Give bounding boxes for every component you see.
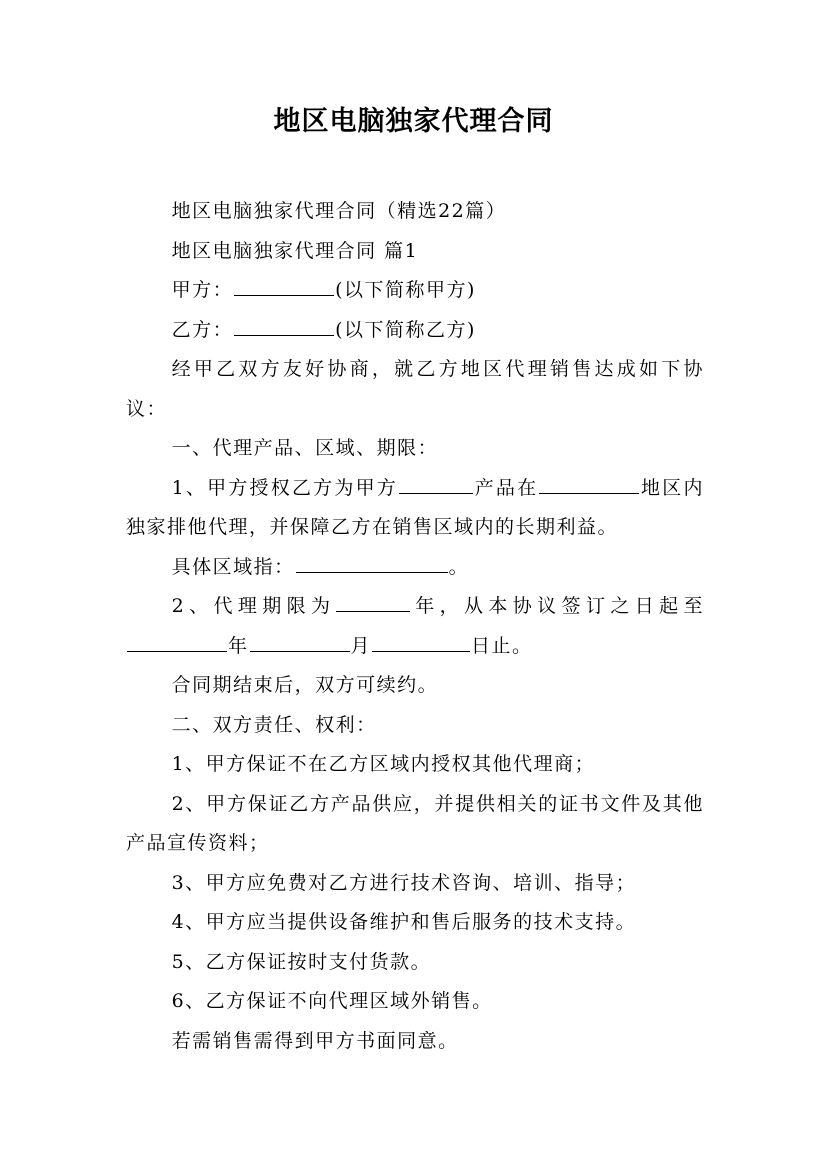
text-clause-2-2: 2、甲方保证乙方产品供应，并提供相关的证书文件及其他产品宣传资料； (126, 792, 704, 854)
paragraph-clause-1 (126, 429, 704, 469)
text-clause-1-1c: 地区内独家排他代理，并保障乙方在销售区域内的长期利益。 (126, 476, 704, 538)
paragraph-section-heading (126, 232, 704, 272)
paragraph-party-a (126, 271, 704, 311)
paragraph-clause-2-5 (126, 943, 704, 983)
paragraph-clause-1-2 (126, 587, 704, 666)
text-year: 年 (228, 634, 249, 657)
text-clause-2-3: 3、甲方应免费对乙方进行技术咨询、培训、指导； (171, 871, 637, 894)
text-clause-2-1: 1、甲方保证不在乙方区域内授权其他代理商； (171, 753, 596, 775)
text-preamble: 经甲乙双方友好协商，就乙方地区代理销售达成如下协议： (126, 358, 704, 420)
text-clause-1: 一、代理产品、区域、期限： (171, 437, 439, 459)
text-clause-2-5: 5、乙方保证按时支付货款。 (171, 950, 432, 973)
party-b-blank (234, 315, 334, 336)
party-a-blank (234, 275, 334, 296)
text-month: 月 (350, 634, 372, 657)
paragraph-clause-2-1 (126, 745, 704, 785)
text-term-mid: 年，从本协议签订之日起至 (411, 595, 704, 617)
party-a-label: 甲方： (171, 279, 234, 301)
text-renewal: 合同期结束后，双方可续约。 (171, 674, 439, 696)
paragraph-clause-2-2 (126, 785, 704, 864)
text-region-label: 具体区域指： (171, 555, 295, 578)
text-subtitle: 地区电脑独家代理合同（精选22篇） (171, 200, 507, 222)
document-title: 地区电脑独家代理合同 (273, 106, 554, 137)
paragraph-clause-2 (126, 706, 704, 746)
paragraph-region (126, 548, 704, 588)
text-clause-1-1b: 产品在 (474, 476, 539, 499)
paragraph-clause-1-1 (126, 469, 704, 548)
paragraph-preamble (126, 350, 704, 429)
term-years-blank (336, 591, 410, 612)
paragraph-clause-2-3 (126, 864, 704, 904)
text-clause-1-1a: 1、甲方授权乙方为甲方 (171, 476, 398, 499)
text-day-end: 日止。 (471, 634, 533, 657)
end-day-blank (372, 631, 470, 652)
paragraph-clause-2-6 (126, 982, 704, 1022)
party-b-label: 乙方： (171, 318, 234, 341)
text-clause-2-6-note: 若需销售需得到甲方书面同意。 (171, 1029, 459, 1052)
end-month-blank (250, 631, 350, 652)
paragraph-renewal (126, 666, 704, 706)
text-clause-2-4: 4、甲方应当提供设备维护和售后服务的技术支持。 (171, 911, 637, 933)
paragraph-clause-2-6-note (126, 1022, 704, 1062)
party-a-note: (以下简称甲方) (335, 279, 476, 301)
product-blank (399, 473, 473, 494)
text-clause-2-6: 6、乙方保证不向代理区域外销售。 (171, 990, 493, 1012)
paragraph-party-b (126, 311, 704, 351)
paragraph-clause-2-4 (126, 903, 704, 943)
document-body (126, 192, 704, 1061)
text-region-end: 。 (448, 555, 470, 578)
party-b-note: (以下简称乙方) (335, 318, 476, 341)
end-year-blank (127, 631, 227, 652)
region-detail-blank (296, 552, 448, 573)
paragraph-subtitle (126, 192, 704, 232)
region-blank (539, 473, 639, 494)
text-clause-2: 二、双方责任、权利： (171, 713, 377, 736)
text-term-label: 2、代理期限为 (171, 595, 336, 617)
text-section-heading: 地区电脑独家代理合同 篇1 (171, 239, 419, 262)
